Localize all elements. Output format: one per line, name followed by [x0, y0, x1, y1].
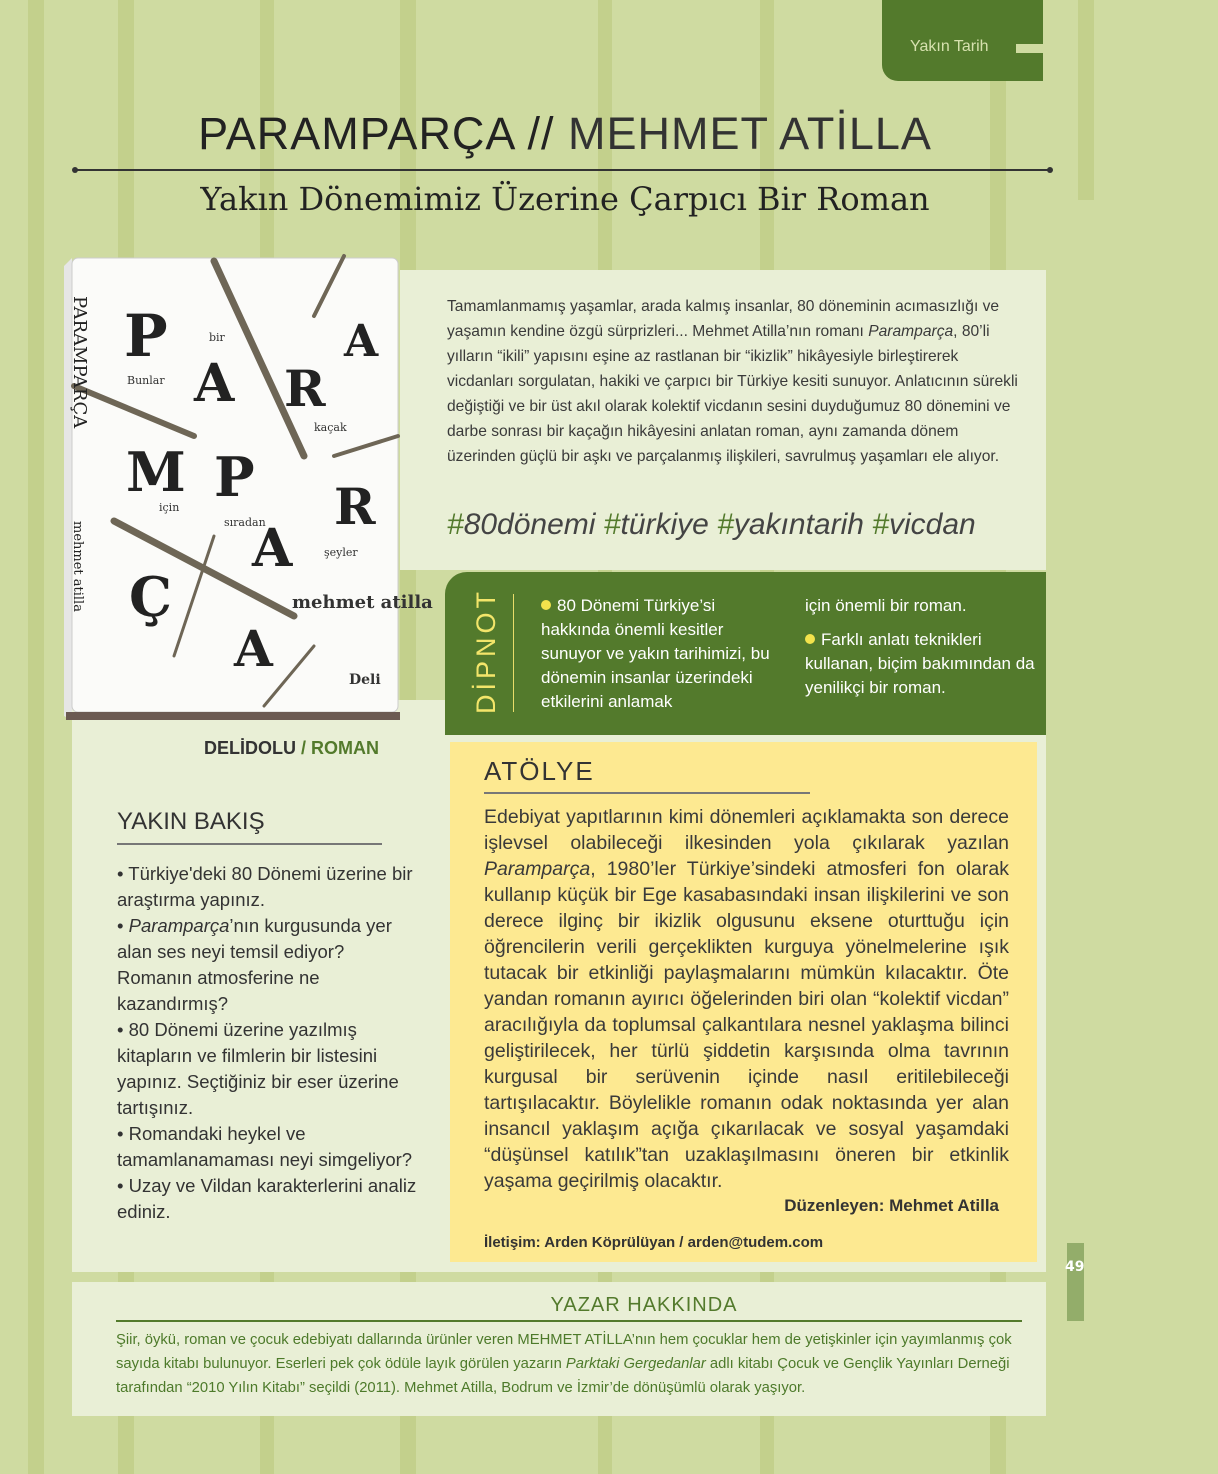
- cover-letter: R: [334, 477, 376, 536]
- intro-text: Tamamlanmamış yaşamlar, arada kalmış insanlar, 80 döneminin acımasızlığı ve yaşamın kendine özgü sürprizleri... Mehmet Atilla’nın romanı Paramparça, 80’li yılların “ikili” yapısını eşine az rastlanan bir “ikizlik” hikâyesiyle birleştirerek vicdanları sorgulatan, hakiki ve çarpıcı bir Türkiye kesiti sunuyor. Anlatıcının sürekli değiştiği ve bir üst akıl olarak kolektif vicdanın sesini duyduğumuz 80 dönemini ve darbe sonrası bir kaçağın hikâyesini anlatan roman, aynı zamanda dönem üzerinden güçlü bir aşkı ve parçalanmış ilişkileri, savrulmuş yaşamları ele alıyor.: [447, 298, 1018, 465]
- author-name: MEHMET ATİLLA: [554, 108, 932, 159]
- cover-letter: Ç: [129, 565, 172, 629]
- cover-author: mehmet atilla: [292, 592, 433, 613]
- cover-letter: P: [124, 302, 168, 370]
- bg-stripe: [28, 0, 44, 1474]
- author-heading: YAZAR HAKKINDA: [550, 1294, 738, 1316]
- cover-letter: M: [126, 440, 186, 504]
- page-title: [0, 108, 1130, 160]
- svg-text:kaçak: kaçak: [314, 421, 347, 434]
- list-item: • Romandaki heykel ve tamamlanamaması neyi simgeliyor?: [117, 1121, 417, 1173]
- dipnot-box: [445, 572, 1046, 735]
- svg-text:şeyler: şeyler: [324, 546, 358, 559]
- atolye-heading: ATÖLYE: [484, 756, 595, 786]
- editor-credit: Düzenleyen: Mehmet Atilla: [784, 1196, 999, 1215]
- atolye-text: Edebiyat yapıtlarının kimi dönemleri açıklamakta son derece işlevsel olabileceği ilkesinden yola çıkılarak yazılan Paramparça, 1980’ler Türkiye’sindeki atmosferi fon olarak kullanıp küçük bir Ege kasabasındaki insan ilişkilerini ve son derece ilginç bir ikizlik olgusunu eksene oturttuğu için öğrencilerin verili gerçeklikten kurguya yönelmelerine ışık tutacak bir etkinliği paylaşmalarını mümkün kılacaktır. Öte yandan romanın ayırıcı öğelerinden biri olan “kolektif vicdan” aracılığıyla da toplumsal çalkantılara nesnel yaklaşma bilinci geliştirilecek, her türlü şiddetin karşısında olma tavrının kurgusal bir serüvenin içinde nasıl eritilebileceği tartışılacaktır. Böylelikle romanın odak noktasında yer alan insancıl yaklaşım açığa çıkarılacak ve sosyal yaşamdaki “düşünsel katılık”tan uzaklaşılmasını öneren bir etkinlik yaşama geçirilmiş olacaktır.: [484, 806, 1009, 1192]
- bullet-icon: [541, 600, 551, 610]
- svg-text:bir: bir: [209, 331, 225, 344]
- cover-spine-author: mehmet atilla: [70, 521, 85, 612]
- subtitle: Yakın Dönemimiz Üzerine Çarpıcı Bir Roman: [200, 180, 930, 218]
- bullet-icon: [805, 634, 815, 644]
- dipnot-item: 80 Dönemi Türkiye’si hakkında önemli kesitler sunuyor ve yakın tarihimizi, bu dönemin insanlar üzerindeki etkilerini anlamak: [541, 596, 770, 711]
- book-cover: [64, 256, 433, 720]
- publisher-genre: DELİDOLU / ROMAN: [204, 738, 380, 758]
- section-tab: [882, 0, 1043, 81]
- hashtags: #80dönemi #türkiye #yakıntarih #vicdan: [447, 508, 976, 541]
- dipnot-label: DİPNOT: [471, 587, 501, 714]
- svg-text:sıradan: sıradan: [224, 516, 266, 529]
- question-list: [117, 861, 417, 1225]
- svg-text:Bunlar: Bunlar: [127, 374, 165, 387]
- contact-info: İletişim: Arden Köprülüyan / arden@tudem.com: [484, 1234, 824, 1251]
- cover-spine-title: PARAMPARÇA: [69, 296, 90, 429]
- yakin-bakis-heading: YAKIN BAKIŞ: [117, 808, 265, 835]
- cover-letter: A: [252, 518, 293, 579]
- list-item: • 80 Dönemi üzerine yazılmış kitapların ve filmlerin bir listesini yapınız. Seçtiğiniz bir eser üzerine tartışınız.: [117, 1017, 417, 1121]
- page-number: 49: [1067, 1243, 1084, 1321]
- author-box: [72, 1282, 1046, 1416]
- publisher-logo: Deli: [349, 672, 381, 688]
- atolye-box: [450, 742, 1037, 1262]
- list-item: • Türkiye'deki 80 Dönemi üzerine bir araştırma yapınız.: [117, 861, 417, 913]
- cover-letter: R: [284, 359, 326, 418]
- cover-letter: A: [234, 619, 273, 678]
- section-label: Yakın Tarih: [910, 38, 989, 55]
- bg-stripe: [1078, 0, 1094, 200]
- svg-text:için: için: [159, 501, 180, 514]
- dipnot-item: için önemli bir roman. Farklı anlatı teknikleri kullanan, biçim bakımından da yenilikçi bir roman.: [805, 596, 1035, 697]
- cover-letter: A: [194, 353, 235, 414]
- book-title: PARAMPARÇA //: [198, 108, 555, 159]
- cover-letter: P: [214, 445, 255, 509]
- title-divider: [75, 169, 1050, 171]
- cover-letter: A: [344, 316, 379, 367]
- list-item: • Uzay ve Vildan karakterlerini analiz ediniz.: [117, 1173, 417, 1225]
- author-bio: Şiir, öykü, roman ve çocuk edebiyatı dallarında ürünler veren MEHMET ATİLLA’nın hem çocuklar hem de yetişkinler için yayımlanmış çok sayıda kitabı bulunuyor. Eserleri pek çok ödüle layık görülen yazarın Parktaki Gergedanlar adlı kitabı Çocuk ve Gençlik Yayınları Derneği tarafından “2010 Yılın Kitabı” seçildi (2011). Mehmet Atilla, Bodrum ve İzmir’de dönüşümlü olarak yaşıyor.: [116, 1332, 1012, 1396]
- list-item: • Paramparça’nın kurgusunda yer alan ses neyi temsil ediyor? Romanın atmosferine ne kazandırmış?: [117, 913, 417, 1017]
